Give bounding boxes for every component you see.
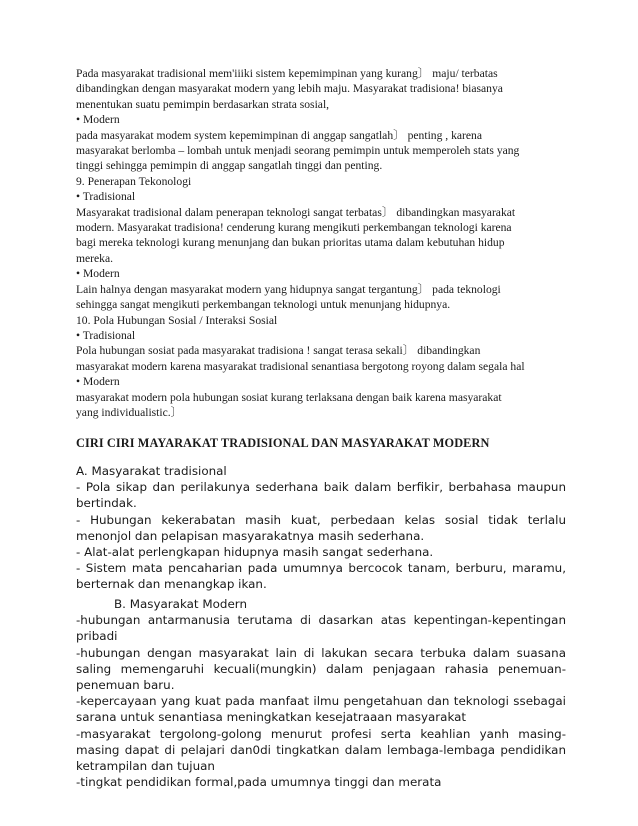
text-line: masyarakat berlomba – lombah untuk menjadi seorang pemimpin untuk memperoleh stats yang (76, 144, 520, 158)
text-line: Pola hubungan sosiat pada masyarakat tradisiona ! sangat terasa sekali〕 dibandingkan (76, 344, 481, 358)
list-item: -tingkat pendidikan formal,pada umumnya tinggi dan merata (76, 775, 442, 790)
bullet-modern: • Modern (76, 375, 120, 389)
text-line: masyarakat modern karena masyarakat tradisional senantiasa bergotong royong dalam segala hal (76, 359, 525, 373)
list-item: -hubungan dengan masyarakat lain di lakukan secara terbuka dalam suasana saling memengaruhi kecuali(mungkin) dalam penjagaan rahasia penemuan-penemuan baru. (76, 645, 566, 693)
text-line: pada masyarakat modem system kepemimpinan di anggap sangatlah〕 penting , karena (76, 128, 482, 142)
bullet-tradisional: • Tradisional (76, 190, 136, 204)
text-line: masyarakat modern pola hubungan sosiat kurang terlaksana dengan baik karena masyarakat (76, 390, 502, 404)
main-heading: CIRI CIRI MAYARAKAT TRADISIONAL DAN MASYARAKAT MODERN (76, 436, 490, 450)
list-item: -masyarakat tergolong-golong menurut profesi serta keahlian yanh masing-masing dapat di pelajari dan0di tingkatkan dalam lembaga-lembaga pendidikan ketrampilan dan tujuan (76, 726, 566, 774)
list-item: -kepercayaan yang kuat pada manfaat ilmu pengetahuan dan teknologi ssebagai sarana untuk senantiasa meningkatkan kesejatraaan masyarakat (76, 694, 566, 725)
section-title-penerapan-teknologi: 9. Penerapan Tekonologi (76, 174, 192, 188)
list-item: - Sistem mata pencaharian pada umumnya bercocok tanam, berburu, maramu, berternak dan menangkap ikan. (76, 561, 566, 592)
section-b-title: B. Masyarakat Modern (114, 597, 247, 611)
text-line: mereka. (76, 251, 114, 265)
text-line: modern. Masyarakat tradisiona! cenderung kurang mengikuti perkembangan teknologi karena (76, 221, 512, 235)
text-line: Lain halnya dengan masyarakat modern yang hidupnya sangat tergantung〕 pada teknologi (76, 282, 501, 296)
list-item: -hubungan antarmanusia terutama di dasarkan atas kepentingan-kepentingan pribadi (76, 613, 566, 644)
text-line: sehingga sangat mengikuti perkembangan teknologi untuk menunjang hidupnya. (76, 298, 451, 312)
bullet-modern: • Modern (76, 267, 120, 281)
section-a-title: A. Masyarakat tradisional (76, 464, 227, 478)
text-line: yang individualistic.〕 (76, 405, 183, 419)
text-line: tinggi sehingga pemimpin di anggap sangatlah tinggi dan penting. (76, 159, 383, 173)
list-item: - Hubungan kekerabatan masih kuat, perbedaan kelas sosial tidak terlalu menonjol dan pelapisan masyarakatnya masih sederhana. (76, 512, 566, 543)
section-a (76, 463, 566, 593)
upper-text-block (76, 66, 566, 420)
section-title-pola-hubungan: 10. Pola Hubungan Sosial / Interaksi Sosial (76, 313, 278, 327)
text-line: Masyarakat tradisional dalam penerapan teknologi sangat terbatas〕 dibandingkan masyarakat (76, 205, 516, 219)
list-item: - Pola sikap dan perilakunya sederhana baik dalam berfikir, berbahasa maupun bertindak. (76, 480, 566, 511)
text-line: menentukan suatu pemimpin berdasarkan strata sosial, (76, 97, 330, 111)
text-line: Pada masyarakat tradisional mem'iiiki sistem kepemimpinan yang kurang〕 maju/ terbatas (76, 67, 498, 80)
bullet-modern: • Modern (76, 113, 120, 127)
bullet-tradisional: • Tradisional (76, 328, 136, 342)
section-b (76, 596, 566, 790)
text-line: bagi mereka teknologi kurang menunjang dan bukan prioritas utama dalam kebutuhan hidup (76, 236, 505, 250)
text-line: dibandingkan dengan masyarakat modern yang lebih maju. Masyarakat tradisiona! biasanya (76, 82, 503, 96)
list-item: - Alat-alat perlengkapan hidupnya masih sangat sederhana. (76, 545, 434, 560)
